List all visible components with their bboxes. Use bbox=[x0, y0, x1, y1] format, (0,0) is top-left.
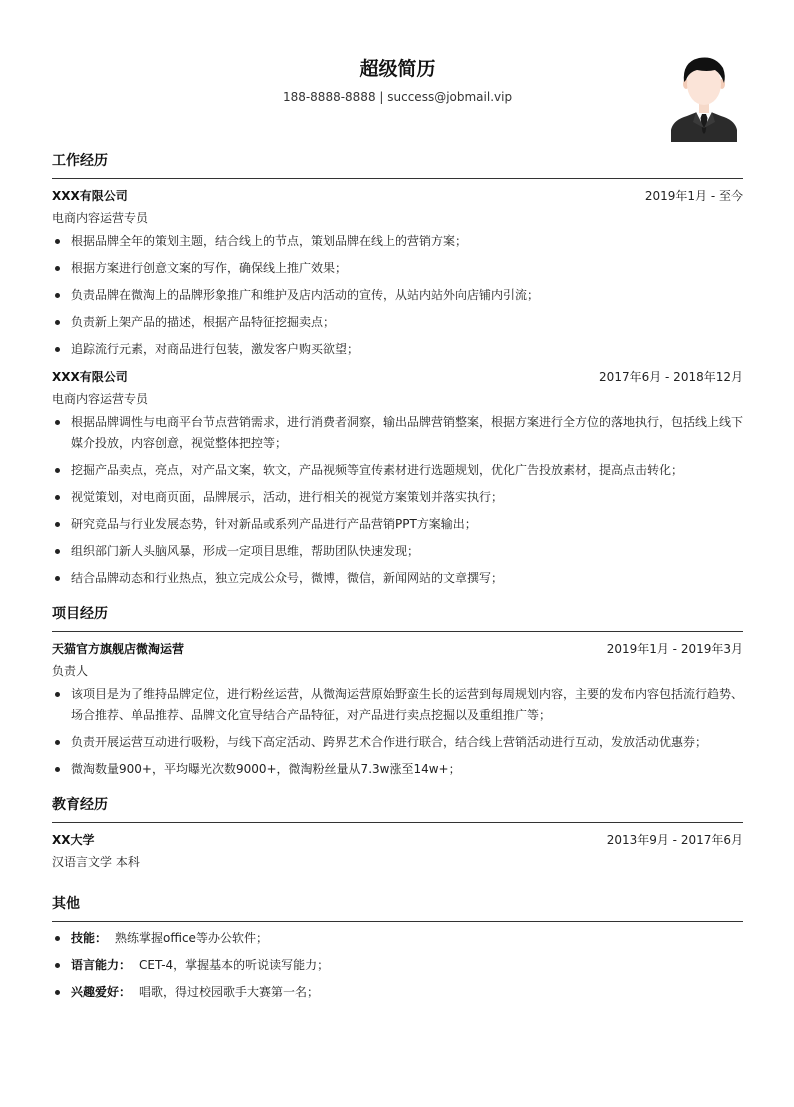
other-section-title: 其他 bbox=[52, 893, 743, 922]
list-item: 追踪流行元素，对商品进行包装，激发客户购买欲望； bbox=[52, 339, 743, 360]
education-entry bbox=[52, 829, 743, 873]
job-title: 电商内容运营专员 bbox=[52, 392, 149, 406]
list-item: 该项目是为了维持品牌定位，进行粉丝运营，从微淘运营原始野蛮生长的运营到每周规划内容，主要的发布内容包括流行趋势、场合推荐、单品推荐、品牌文化宣导结合产品特征，对产品进行卖点挖掘以及重组推广等； bbox=[52, 684, 743, 726]
date-range: 2019年1月 - 2019年3月 bbox=[606, 642, 743, 656]
resume-page bbox=[52, 0, 743, 1107]
list-item: 根据方案进行创意文案的写作，确保线上推广效果； bbox=[52, 258, 743, 279]
work-section bbox=[52, 150, 743, 589]
bullet-list bbox=[52, 412, 743, 589]
item-label: 语言能力： bbox=[71, 958, 132, 972]
bullet-list bbox=[52, 231, 743, 360]
list-item: 组织部门新人头脑风暴，形成一定项目思维，帮助团队快速发现； bbox=[52, 541, 743, 562]
education-section-title: 教育经历 bbox=[52, 794, 743, 823]
item-text: CET-4，掌握基本的听说读写能力； bbox=[139, 958, 330, 972]
list-item bbox=[52, 955, 743, 976]
item-label: 兴趣爱好： bbox=[71, 985, 132, 999]
work-entry bbox=[52, 185, 743, 360]
entry-header bbox=[52, 829, 743, 851]
item-text: 唱歌，得过校园歌手大赛第一名； bbox=[139, 985, 320, 999]
contact-info: 188-8888-8888 | success@jobmail.vip bbox=[282, 90, 513, 104]
list-item: 根据品牌调性与电商平台节点营销需求，进行消费者洞察，输出品牌营销整案，根据方案进行全方位的落地执行，包括线上线下媒介投放，内容创意，视觉整体把控等； bbox=[52, 412, 743, 454]
work-section-title: 工作经历 bbox=[52, 150, 743, 179]
project-entry bbox=[52, 638, 743, 780]
date-range: 2019年1月 - 至今 bbox=[644, 189, 743, 203]
bullet-list bbox=[52, 928, 743, 1003]
item-text: 熟练掌握office等办公软件； bbox=[115, 931, 268, 945]
list-item: 负责开展运营互动进行吸粉，与线下高定活动、跨界艺术合作进行联合，结合线上营销活动进行互动，发放活动优惠券； bbox=[52, 732, 743, 753]
job-title: 电商内容运营专员 bbox=[52, 211, 149, 225]
list-item bbox=[52, 982, 743, 1003]
bullet-list bbox=[52, 684, 743, 780]
project-role: 负责人 bbox=[52, 664, 89, 678]
project-name: 天猫官方旗舰店微淘运营 bbox=[52, 642, 185, 656]
avatar bbox=[669, 52, 739, 142]
other-section bbox=[52, 893, 743, 1003]
item-label: 技能： bbox=[71, 931, 108, 945]
list-item: 根据品牌全年的策划主题，结合线上的节点，策划品牌在线上的营销方案； bbox=[52, 231, 743, 252]
list-item: 结合品牌动态和行业热点，独立完成公众号，微博，微信，新闻网站的文章撰写； bbox=[52, 568, 743, 589]
date-range: 2017年6月 - 2018年12月 bbox=[599, 370, 743, 384]
major-degree: 汉语言文学 本科 bbox=[52, 855, 140, 869]
entry-header bbox=[52, 366, 743, 388]
list-item: 负责品牌在微淘上的品牌形象推广和维护及店内活动的宣传，从站内站外向店铺内引流； bbox=[52, 285, 743, 306]
avatar-icon bbox=[669, 52, 739, 142]
project-section bbox=[52, 603, 743, 780]
work-entry bbox=[52, 366, 743, 589]
list-item: 研究竞品与行业发展态势，针对新品或系列产品进行产品营销PPT方案输出； bbox=[52, 514, 743, 535]
list-item: 挖掘产品卖点，亮点，对产品文案，软文，产品视频等宣传素材进行选题规划，优化广告投放素材，提高点击转化； bbox=[52, 460, 743, 481]
entry-header bbox=[52, 185, 743, 207]
resume-name: 超级简历 bbox=[359, 58, 436, 80]
list-item: 负责新上架产品的描述，根据产品特征挖掘卖点； bbox=[52, 312, 743, 333]
date-range: 2013年9月 - 2017年6月 bbox=[606, 833, 743, 847]
project-section-title: 项目经历 bbox=[52, 603, 743, 632]
education-section bbox=[52, 794, 743, 873]
school-name: XX大学 bbox=[52, 833, 95, 847]
list-item bbox=[52, 928, 743, 949]
company-name: XXX有限公司 bbox=[52, 189, 128, 203]
list-item: 视觉策划，对电商页面，品牌展示，活动，进行相关的视觉方案策划并落实执行； bbox=[52, 487, 743, 508]
company-name: XXX有限公司 bbox=[52, 370, 128, 384]
entry-header bbox=[52, 638, 743, 660]
list-item: 微淘数量900+，平均曝光次数9000+，微淘粉丝量从7.3w涨至14w+； bbox=[52, 759, 743, 780]
resume-header bbox=[52, 0, 743, 150]
